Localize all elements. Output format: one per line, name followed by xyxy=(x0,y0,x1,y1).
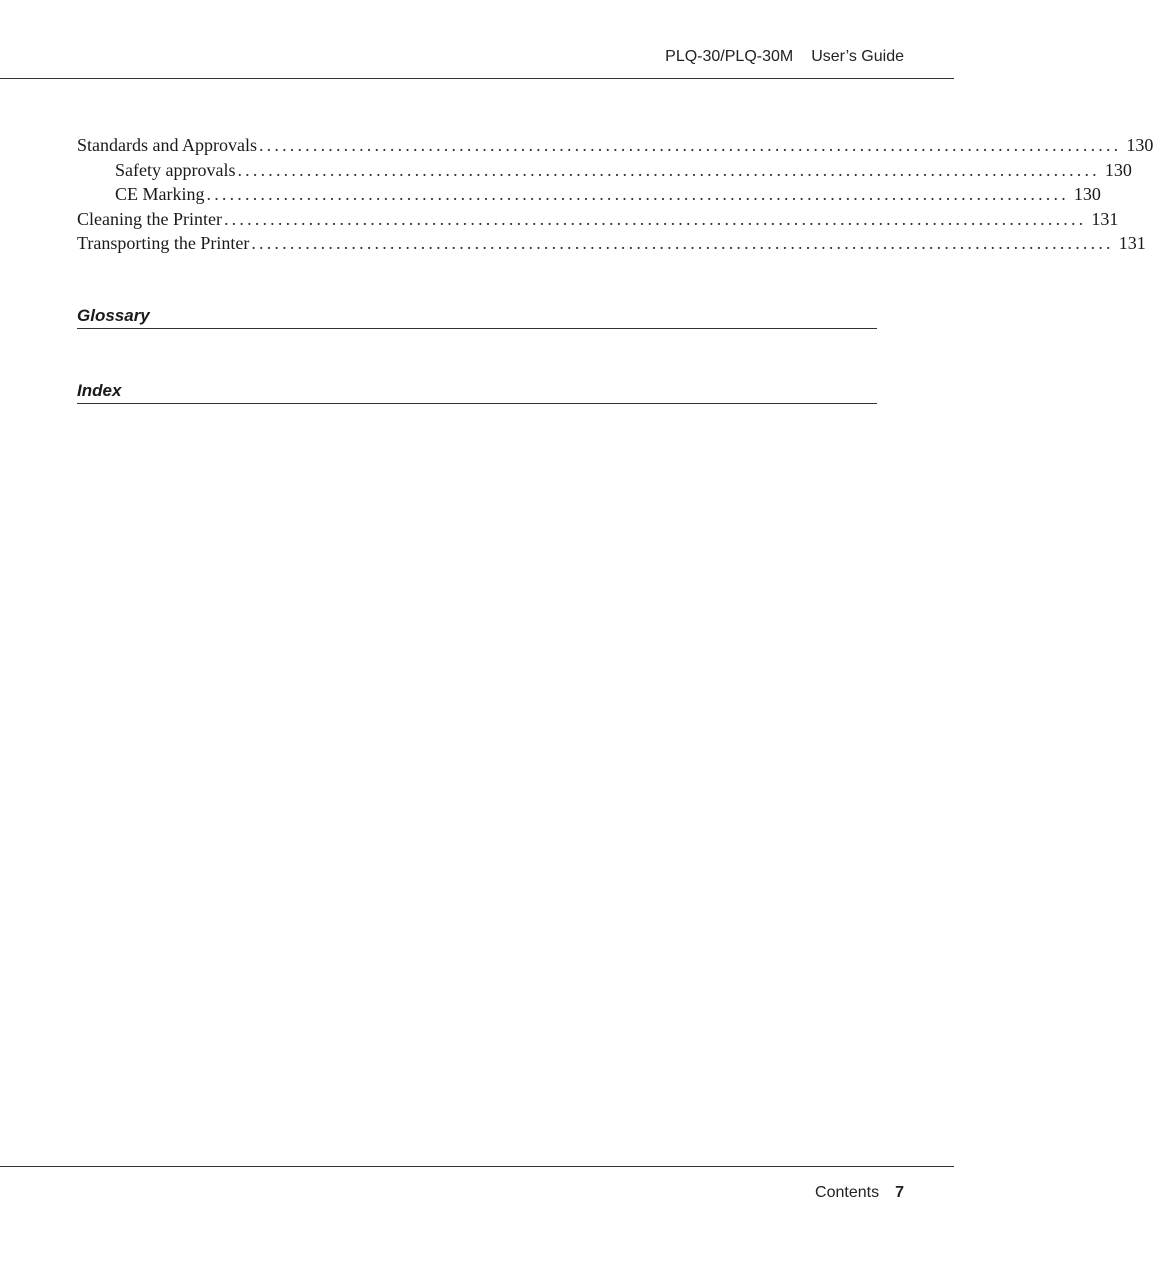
toc-entry-transporting[interactable] xyxy=(77,231,1146,256)
toc-entry-title: Transporting the Printer xyxy=(77,233,250,253)
toc-entry-safety[interactable] xyxy=(77,158,1132,183)
toc-leader: ................................................................................................................ xyxy=(258,135,1122,155)
page-footer xyxy=(815,1184,904,1202)
toc-leader: ................................................................................................................ xyxy=(206,184,1069,204)
toc-entry-ce-marking[interactable] xyxy=(77,182,1101,207)
header-rule xyxy=(0,78,954,79)
toc-entry-title: Cleaning the Printer xyxy=(77,208,222,229)
toc-leader: ................................................................................................................ xyxy=(223,208,1087,229)
toc-list xyxy=(77,133,1153,256)
footer-label: Contents xyxy=(815,1184,880,1201)
section-index[interactable]: Index xyxy=(77,380,877,404)
toc-entry-page: 131 xyxy=(1118,233,1146,253)
header-model: PLQ-30/PLQ-30M xyxy=(665,48,794,65)
toc-entry-standards[interactable] xyxy=(77,133,1153,158)
page-header xyxy=(665,48,904,66)
toc-entry-page: 130 xyxy=(1126,135,1153,155)
toc-leader: ................................................................................................................ xyxy=(251,233,1114,253)
footer-rule xyxy=(0,1166,954,1167)
section-glossary[interactable]: Glossary xyxy=(77,305,877,329)
toc-entry-cleaning[interactable] xyxy=(77,207,1119,232)
toc-entry-page: 130 xyxy=(1073,184,1101,204)
toc-entry-title: Safety approvals xyxy=(115,159,236,180)
toc-entry-page: 131 xyxy=(1091,208,1119,229)
toc-leader: ................................................................................................................ xyxy=(237,159,1100,180)
header-guide: User’s Guide xyxy=(811,48,904,65)
toc-entry-title: Standards and Approvals xyxy=(77,135,257,155)
toc-entry-title: CE Marking xyxy=(115,184,205,204)
toc-entry-page: 130 xyxy=(1104,159,1132,180)
page-number: 7 xyxy=(895,1184,904,1201)
